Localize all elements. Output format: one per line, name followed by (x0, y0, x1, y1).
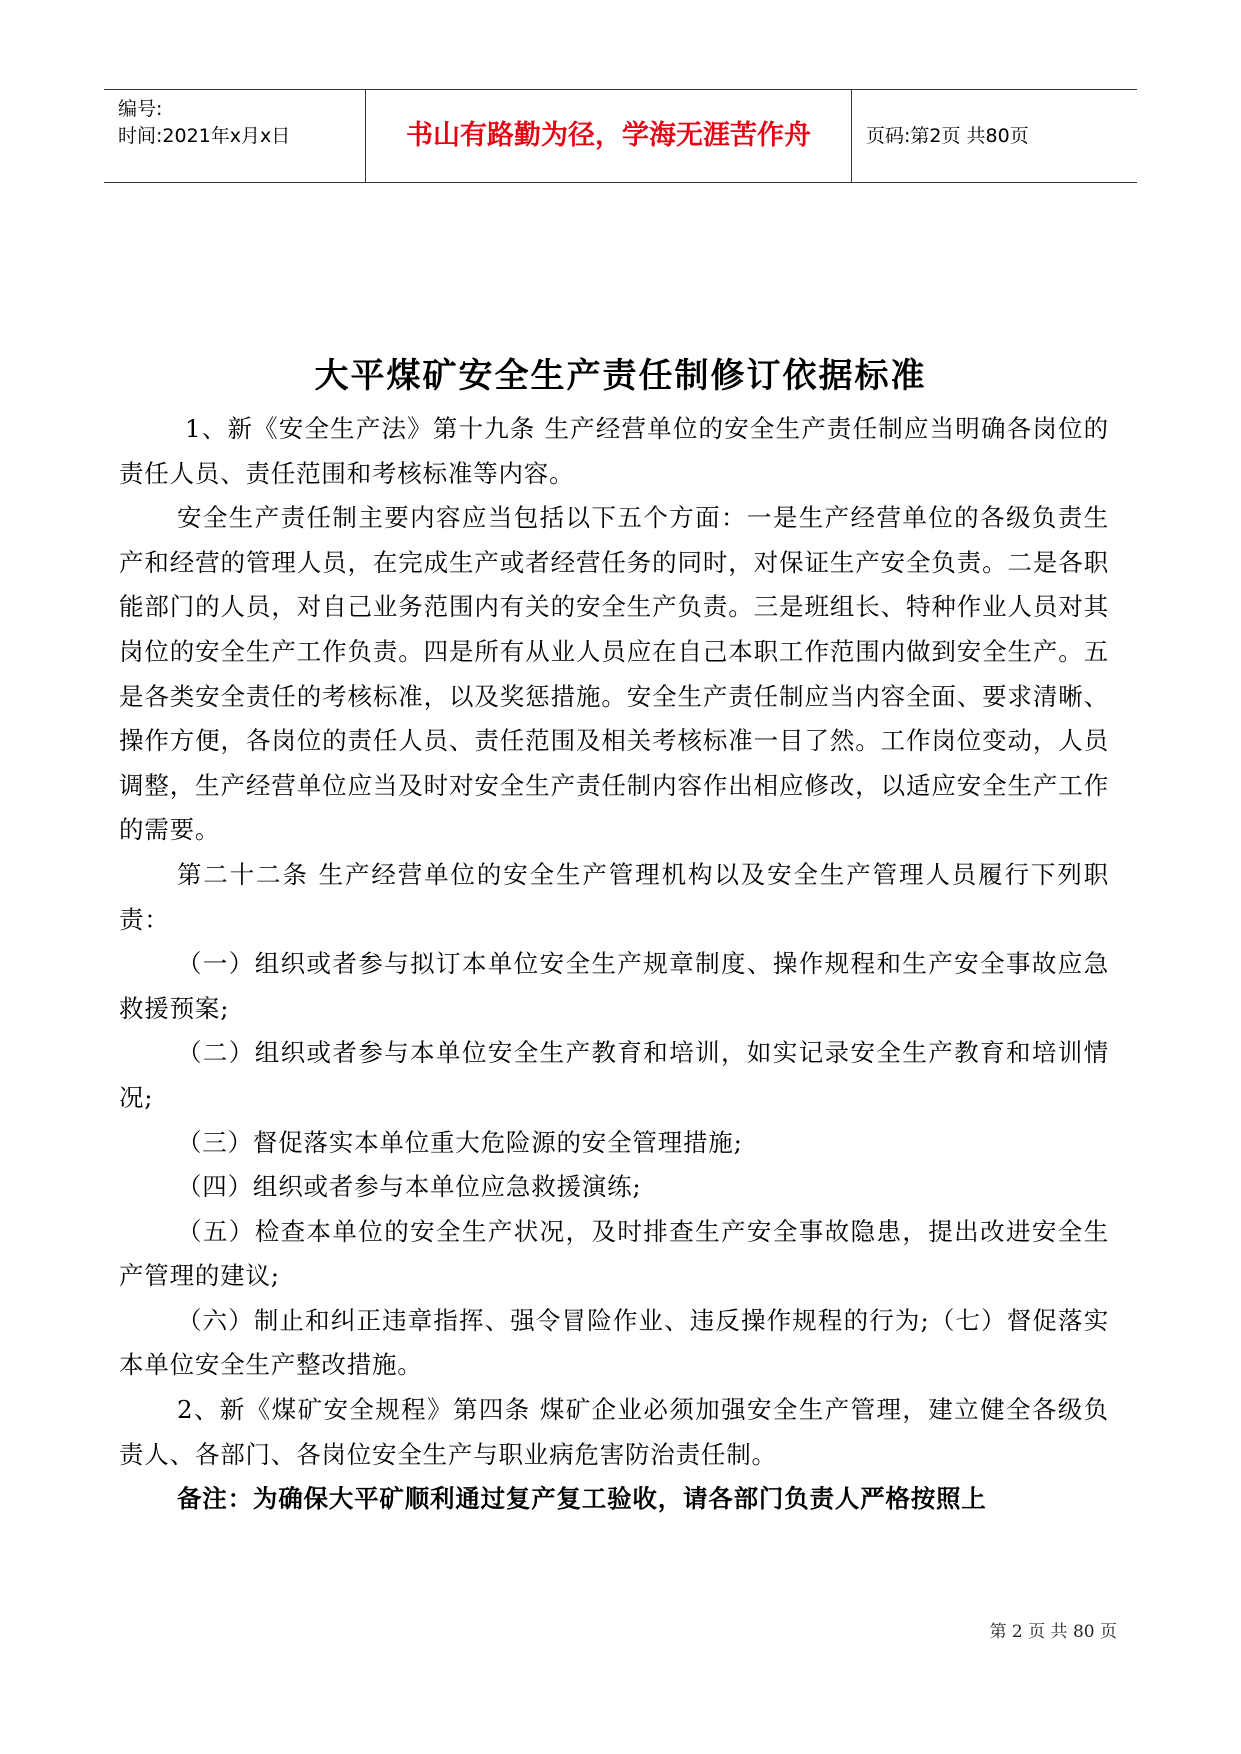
page-label: 页码:第2页 共80页 (866, 125, 1029, 147)
paragraph: （四）组织或者参与本单位应急救援演练; (177, 1172, 642, 1202)
time-label: 时间:2021年x月x日 (118, 125, 291, 147)
paragraph: 1、新《安全生产法》第十九条 生产经营单位的安全生产责任制应当明确各岗位的责任人员、责任范围和考核标准等内容。 (119, 414, 1109, 488)
page-footer: 第 2 页 共 80 页 (989, 1622, 1117, 1642)
paragraph: （五）检查本单位的安全生产状况，及时排查生产安全事故隐患，提出改进安全生产管理的建议; (119, 1216, 1109, 1291)
motto: 书山有路勤为径，学海无涯苦作舟 (406, 120, 811, 151)
document-body (119, 407, 1109, 1522)
header-info-cell (104, 90, 366, 182)
paragraph: 2、新《煤矿安全规程》第四条 煤矿企业必须加强安全生产管理，建立健全各级负责人、各部门、各岗位安全生产与职业病危害防治责任制。 (119, 1395, 1109, 1469)
paragraph: 安全生产责任制主要内容应当包括以下五个方面：一是生产经营单位的各级负责生产和经营的管理人员，在完成生产或者经营任务的同时，对保证生产安全负责。二是各职能部门的人员，对自己业务范围内有关的安全生产负责。三是班组长、特种作业人员对其岗位的安全生产工作负责。四是所有从业人员应在自己本职工作范围内做到安全生产。五是各类安全责任的考核标准，以及奖惩措施。安全生产责任制应当内容全面、要求清晰、操作方便，各岗位的责任人员、责任范围及相关考核标准一目了然。工作岗位变动，人员调整，生产经营单位应当及时对安全生产责任制内容作出相应修改，以适应安全生产工作的需要。 (119, 503, 1109, 845)
note-paragraph: 备注：为确保大平矿顺利通过复产复工验收，请各部门负责人严格按照上 (177, 1484, 987, 1514)
number-label: 编号: (118, 98, 163, 120)
document-title: 大平煤矿安全生产责任制修订依据标准 (314, 356, 927, 396)
paragraph: （二）组织或者参与本单位安全生产教育和培训，如实记录安全生产教育和培训情况; (119, 1038, 1109, 1112)
header-table (104, 89, 1137, 183)
header-motto-cell (366, 90, 852, 182)
paragraph: （三）督促落实本单位重大危险源的安全管理措施; (177, 1127, 743, 1157)
header-page-cell (852, 90, 1137, 182)
paragraph: （六）制止和纠正违章指挥、强令冒险作业、违反操作规程的行为;（七）督促落实本单位安全生产整改措施。 (119, 1305, 1109, 1380)
paragraph: 第二十二条 生产经营单位的安全生产管理机构以及安全生产管理人员履行下列职责： (119, 859, 1109, 934)
paragraph: （一）组织或者参与拟订本单位安全生产规章制度、操作规程和生产安全事故应急救援预案; (119, 949, 1109, 1023)
